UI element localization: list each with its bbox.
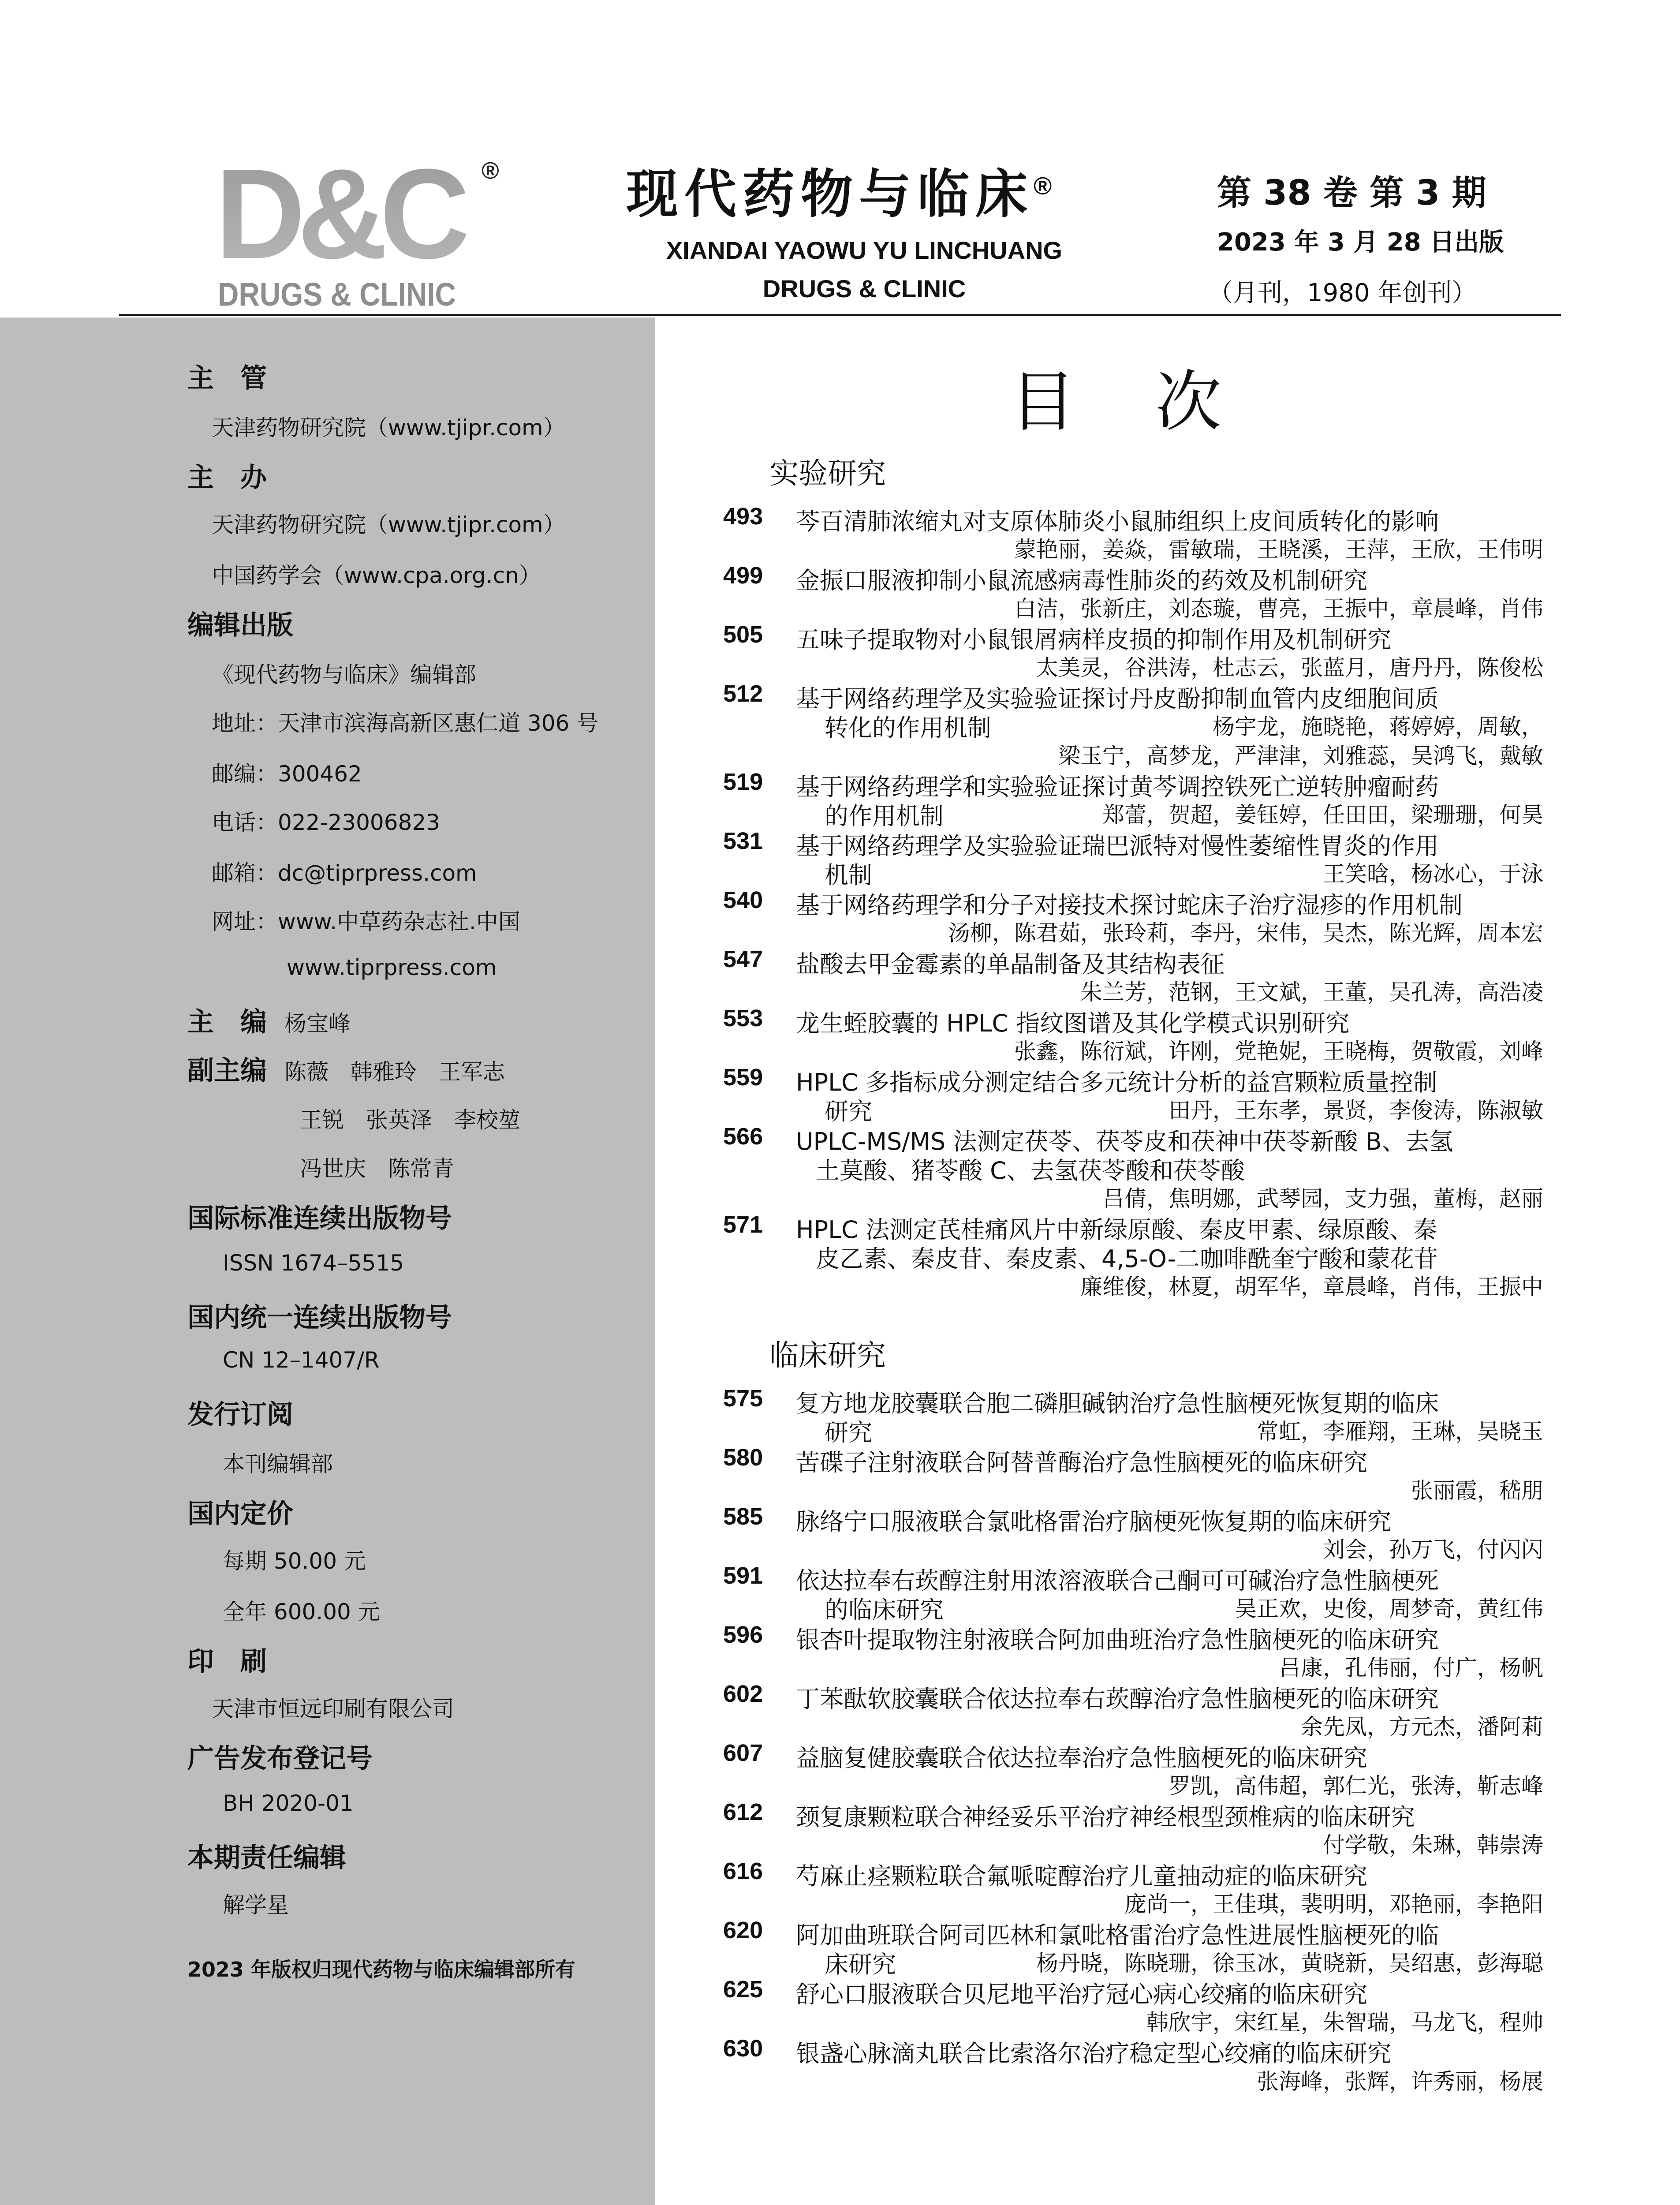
toc-page-number: 585: [723, 1503, 763, 1530]
toc-article-title: 芍麻止痉颗粒联合氟哌啶醇治疗儿童抽动症的临床研究: [796, 1862, 1367, 1890]
toc-page-number: 493: [723, 503, 763, 530]
toc-authors: 刘会，孙万飞，付闪闪: [1323, 1537, 1543, 1562]
title-registered-mark: ®: [1034, 172, 1052, 200]
publication-date: 2023 年 3 月 28 日出版: [1217, 228, 1504, 257]
toc-article-title: 金振口服液抑制小鼠流感病毒性肺炎的药效及机制研究: [796, 567, 1367, 594]
website-1: 网址：www.中草药杂志社.中国: [212, 909, 520, 934]
toc-authors: 付学敬，朱琳，韩崇涛: [1323, 1832, 1543, 1858]
printer: 天津市恒远印刷有限公司: [212, 1696, 454, 1722]
price-label: 国内定价: [187, 1499, 293, 1529]
toc-authors: 杨丹晓，陈晓珊，徐玉冰，黄晓新，吴绍惠，彭海聪: [1036, 1951, 1543, 1976]
toc-article-title: 脉络宁口服液联合氯吡格雷治疗脑梗死恢复期的临床研究: [796, 1508, 1391, 1536]
toc-article-title: 基于网络药理学及实验验证瑞巴派特对慢性萎缩性胃炎的作用: [796, 832, 1439, 860]
cn-number: CN 12–1407/R: [223, 1347, 380, 1373]
toc-authors: 吴正欢，史俊，周梦奇，黄红伟: [1235, 1596, 1543, 1622]
toc-article-title: 依达拉奉右莰醇注射用浓溶液联合己酮可可碱治疗急性脑梗死: [796, 1567, 1439, 1595]
chief-editor-label: 主 编: [187, 1007, 267, 1038]
toc-authors: 王笑晗，杨冰心，于泳: [1323, 861, 1543, 887]
ad-registration-label: 广告发布登记号: [187, 1743, 373, 1774]
toc-article-title: 银杏叶提取物注射液联合阿加曲班治疗急性脑梗死的临床研究: [796, 1626, 1439, 1654]
toc-page-number: 591: [723, 1562, 763, 1589]
toc-page-number: 566: [723, 1123, 763, 1150]
toc-page-number: 512: [723, 680, 763, 707]
toc-authors: 罗凯，高伟超，郭仁光，张涛，靳志峰: [1169, 1773, 1543, 1799]
subscribe-value: 本刊编辑部: [223, 1451, 333, 1477]
toc-page-number: 559: [723, 1064, 763, 1091]
toc-page-number: 505: [723, 621, 763, 648]
section-heading: 实验研究: [769, 456, 886, 490]
section-heading: 临床研究: [769, 1338, 886, 1372]
toc-page-number: 575: [723, 1385, 763, 1412]
responsible-editor-label: 本期责任编辑: [187, 1842, 346, 1873]
toc-article-title-cont: 研究: [825, 1098, 872, 1125]
toc-article-title: 基于网络药理学和实验验证探讨黄芩调控铁死亡逆转肿瘤耐药: [796, 773, 1439, 801]
deputy-editors-1: 陈薇 韩雅玲 王军志: [284, 1059, 505, 1085]
toc-authors: 余先凤，方元杰，潘阿莉: [1301, 1714, 1543, 1740]
toc-page-number: 580: [723, 1444, 763, 1471]
toc-article-title-cont: 皮乙素、秦皮苷、秦皮素、4,5-O-二咖啡酰奎宁酸和蒙花苷: [816, 1245, 1438, 1273]
printer-label: 印 刷: [187, 1646, 267, 1677]
header-divider: [119, 314, 1561, 316]
address: 地址：天津市滨海高新区惠仁道 306 号: [212, 710, 599, 736]
toc-page-number: 607: [723, 1740, 763, 1766]
toc-authors: 韩欣宇，宋红星，朱智瑞，马龙飞，程帅: [1146, 2010, 1543, 2035]
toc-page-number: 540: [723, 887, 763, 913]
ad-registration-number: BH 2020-01: [223, 1790, 354, 1816]
toc-article-title: 五味子提取物对小鼠银屑病样皮损的抑制作用及机制研究: [796, 626, 1391, 654]
toc-page-number: 620: [723, 1917, 763, 1943]
toc-article-title: 芩百清肺浓缩丸对支原体肺炎小鼠肺组织上皮间质转化的影响: [796, 508, 1439, 535]
toc-page-number: 571: [723, 1211, 763, 1238]
toc-authors: 张鑫，陈衍斌，许刚，党艳妮，王晓梅，贺敬霞，刘峰: [1014, 1039, 1543, 1064]
logo-subtitle: DRUGS & CLINIC: [218, 276, 456, 313]
toc-page-number: 616: [723, 1858, 763, 1884]
toc-authors: 白洁，张新庄，刘态璇，曹亮，王振中，章晨峰，肖伟: [1014, 596, 1543, 621]
toc-authors: 太美灵，谷洪涛，杜志云，张蓝月，唐丹丹，陈俊松: [1036, 655, 1543, 680]
toc-article-title: 盐酸去甲金霉素的单晶制备及其结构表征: [796, 950, 1225, 978]
contents-title: 目次: [1010, 364, 1301, 441]
toc-article-title: UPLC-MS/MS 法测定茯苓、茯苓皮和茯神中茯苓新酸 B、去氢: [796, 1128, 1453, 1155]
issn: ISSN 1674–5515: [223, 1250, 404, 1276]
deputy-editor-label: 副主编: [187, 1055, 267, 1086]
sponsor-value-2: 中国药学会（www.cpa.org.cn）: [212, 563, 541, 588]
toc-article-title: 基于网络药理学及实验验证探讨丹皮酚抑制血管内皮细胞间质: [796, 685, 1439, 713]
chief-editor-row: [187, 1001, 351, 1039]
sponsor-value-1: 天津药物研究院（www.tjipr.com）: [212, 512, 565, 538]
journal-title-cn-text: 现代药物与临床: [626, 163, 1034, 224]
subscribe-label: 发行订阅: [187, 1399, 293, 1430]
toc-article-title-cont: 机制: [825, 861, 872, 889]
journal-logo: [212, 157, 503, 313]
toc-page-number: 630: [723, 2035, 763, 2062]
editor-publisher-label: 编辑出版: [187, 610, 293, 641]
deputy-editor-row: [187, 1050, 505, 1088]
toc-article-title: 舒心口服液联合贝尼地平治疗冠心病心绞痛的临床研究: [796, 1981, 1367, 2008]
toc-page-number: 625: [723, 1976, 763, 2003]
copyright-notice: 2023 年版权归现代药物与临床编辑部所有: [187, 1958, 576, 1981]
toc-article-title-cont: 研究: [825, 1419, 872, 1446]
toc-article-title: 益脑复健胶囊联合依达拉奉治疗急性脑梗死的临床研究: [796, 1744, 1367, 1772]
toc-article-title: 颈复康颗粒联合神经妥乐平治疗神经根型颈椎病的临床研究: [796, 1803, 1415, 1831]
toc-authors: 张丽霞，嵇朋: [1411, 1478, 1543, 1503]
price-per-year: 全年 600.00 元: [223, 1599, 380, 1625]
journal-title-cn: [626, 152, 1052, 227]
toc-page-number: 531: [723, 828, 763, 854]
deputy-editors-2: 王锐 张英泽 李校堃: [300, 1107, 520, 1133]
toc-article-title: HPLC 法测定芪桂痛风片中新绿原酸、秦皮甲素、绿原酸、秦: [796, 1216, 1437, 1244]
toc-article-title-cont: 转化的作用机制: [825, 714, 991, 742]
toc-authors-cont: 廉维俊，林夏，胡军华，章晨峰，肖伟，王振中: [1080, 1274, 1543, 1300]
journal-title-en: DRUGS & CLINIC: [762, 275, 966, 303]
toc-article-title-cont: 土莫酸、猪苓酸 C、去氢茯苓酸和茯苓酸: [816, 1157, 1245, 1185]
toc-article-title: 龙生蛭胶囊的 HPLC 指纹图谱及其化学模式识别研究: [796, 1009, 1350, 1037]
toc-authors: 常虹，李雁翔，王琳，吴晓玉: [1257, 1419, 1543, 1444]
chief-editor: 杨宝峰: [284, 1011, 351, 1036]
supervisor-label: 主 管: [187, 363, 267, 394]
toc-authors: 田丹，王东孝，景贤，李俊涛，陈淑敏: [1169, 1098, 1543, 1123]
toc-article-title: 复方地龙胶囊联合胞二磷胆碱钠治疗急性脑梗死恢复期的临床: [796, 1390, 1439, 1417]
toc-authors: 张海峰，张辉，许秀丽，杨展: [1257, 2069, 1543, 2094]
toc-authors: 汤柳，陈君茹，张玲莉，李丹，宋伟，吴杰，陈光辉，周本宏: [948, 920, 1543, 946]
sponsor-label: 主 办: [187, 462, 267, 493]
toc-article-title: 基于网络药理学和分子对接技术探讨蛇床子治疗湿疹的作用机制: [796, 891, 1463, 919]
supervisor-value: 天津药物研究院（www.tjipr.com）: [212, 415, 565, 441]
toc-page-number: 519: [723, 769, 763, 795]
toc-article-title: 银盏心脉滴丸联合比索洛尔治疗稳定型心绞痛的临床研究: [796, 2040, 1391, 2067]
journal-title-pinyin: XIANDAI YAOWU YU LINCHUANG: [666, 236, 1063, 264]
price-per-issue: 每期 50.00 元: [223, 1548, 366, 1574]
publication-frequency: （月刊，1980 年创刊）: [1208, 279, 1477, 307]
responsible-editor: 解学星: [223, 1892, 289, 1918]
toc-article-title: HPLC 多指标成分测定结合多元统计分析的益宫颗粒质量控制: [796, 1069, 1437, 1096]
website-2: www.tiprpress.com: [287, 955, 497, 980]
toc-authors: 朱兰芳，范钢，王文斌，王董，吴孔涛，高浩凌: [1080, 979, 1543, 1005]
toc-page-number: 553: [723, 1005, 763, 1031]
toc-page-number: 596: [723, 1622, 763, 1648]
volume-issue: 第 38 卷 第 3 期: [1217, 173, 1486, 213]
toc-article-title: 丁苯酞软胶囊联合依达拉奉右莰醇治疗急性脑梗死的临床研究: [796, 1685, 1439, 1713]
toc-authors: 蒙艳丽，姜焱，雷敏瑞，王晓溪，王萍，王欣，王伟明: [1014, 537, 1543, 562]
toc-authors-cont: 吕倩，焦明娜，武琴园，支力强，董梅，赵丽: [1102, 1186, 1543, 1211]
toc-authors: 杨宇龙，施晓艳，蒋婷婷，周敏，: [1213, 714, 1543, 740]
phone: 电话：022-23006823: [212, 810, 440, 835]
logo-mark-text: D&C: [215, 157, 468, 285]
toc-authors: 吕康，孔伟丽，付广，杨帆: [1279, 1655, 1543, 1681]
toc-article-title-cont: 的临床研究: [825, 1596, 944, 1624]
editorial-department: 《现代药物与临床》编辑部: [212, 662, 476, 688]
toc-article-title: 阿加曲班联合阿司匹林和氯吡格雷治疗急性进展性脑梗死的临: [796, 1921, 1439, 1949]
email: 邮箱：dc@tiprpress.com: [212, 860, 477, 886]
postcode: 邮编：300462: [212, 761, 362, 787]
toc-article-title-cont: 床研究: [825, 1951, 896, 1978]
toc-page-number: 499: [723, 562, 763, 589]
toc-page-number: 547: [723, 946, 763, 972]
issn-label: 国际标准连续出版物号: [187, 1203, 452, 1234]
toc-authors-cont: 梁玉宁，高梦龙，严津津，刘雅蕊，吴鸿飞，戴敏: [1058, 743, 1543, 769]
toc-article-title-cont: 的作用机制: [825, 802, 944, 830]
toc-page-number: 612: [723, 1799, 763, 1825]
deputy-editors-3: 冯世庆 陈常青: [300, 1156, 454, 1181]
logo-registered: ®: [482, 157, 499, 184]
toc-authors: 郑蕾，贺超，姜钰婷，任田田，梁珊珊，何昊: [1102, 802, 1543, 828]
toc-page-number: 602: [723, 1681, 763, 1707]
cn-label: 国内统一连续出版物号: [187, 1302, 452, 1333]
toc-authors: 庞尚一，王佳琪，裴明明，邓艳丽，李艳阳: [1124, 1891, 1543, 1917]
toc-article-title: 苦碟子注射液联合阿替普酶治疗急性脑梗死的临床研究: [796, 1449, 1367, 1476]
